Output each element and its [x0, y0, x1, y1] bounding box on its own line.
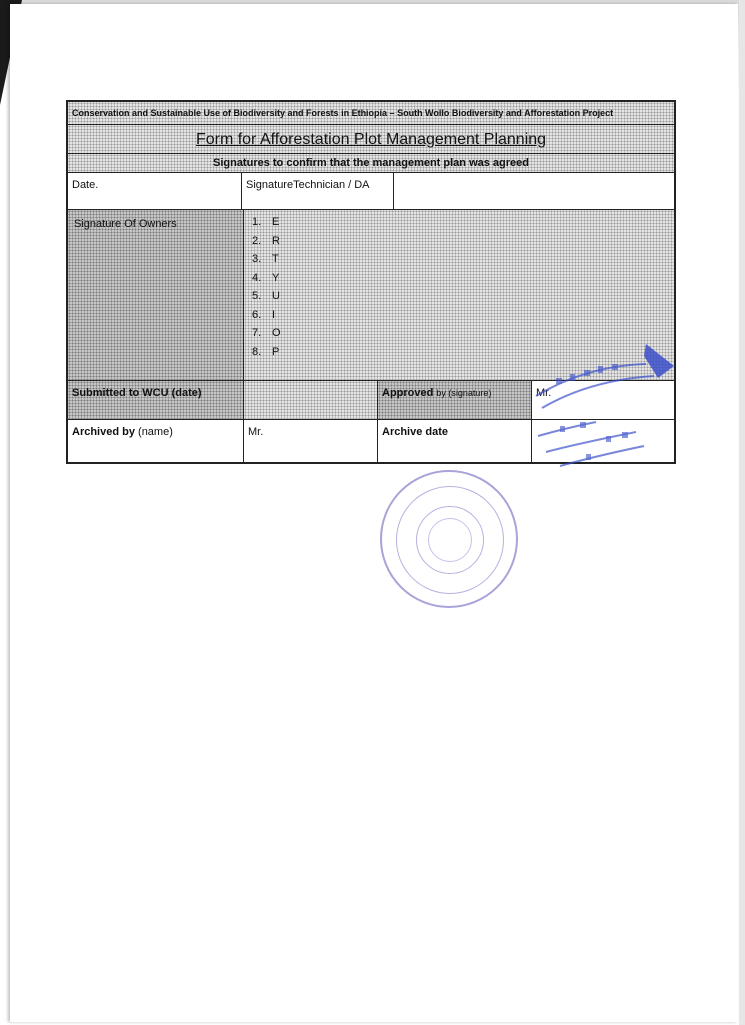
signatures-heading: Signatures to confirm that the management plan was agreed — [212, 157, 529, 169]
owner-item: 6. I — [252, 308, 276, 321]
owners-label-cell — [68, 210, 244, 380]
archived-label-cell — [68, 420, 244, 462]
approved-value: Mr. — [536, 387, 552, 399]
owner-item: 5. U — [252, 290, 280, 302]
technician-signature-field[interactable] — [394, 173, 674, 209]
date-label: Date. — [72, 179, 99, 191]
date-cell[interactable] — [68, 173, 242, 209]
owner-item: 2. R — [252, 234, 280, 247]
project-header — [68, 102, 674, 125]
owner-item: 8. P — [252, 345, 280, 358]
date-row — [68, 173, 674, 210]
office-stamp — [526, 336, 676, 476]
submitted-label: Submitted to WCU (date) — [72, 387, 202, 399]
signatures-heading-row — [68, 154, 674, 173]
owner-item: 3. T — [252, 253, 279, 265]
submitted-label-cell — [68, 381, 244, 419]
archived-value: Mr. — [248, 426, 264, 438]
scan-edge — [739, 0, 745, 1025]
archive-date-label-cell — [378, 420, 532, 462]
approved-label-cell — [378, 381, 532, 419]
form-title: Form for Afforestation Plot Management Planning — [195, 131, 547, 148]
owner-item: 7. O — [252, 327, 281, 339]
form-title-row — [68, 125, 674, 154]
project-header-text: Conservation and Sustainable Use of Biodiversity and Forests in Ethiopia – South Wollo Biodiversity and Afforestation Project — [72, 108, 614, 118]
owner-item: 1. E — [252, 216, 280, 228]
submitted-date-field[interactable] — [244, 381, 378, 419]
archived-label: Archived by — [72, 426, 135, 438]
archived-name-hint: (name) — [138, 426, 173, 438]
round-seal — [380, 470, 518, 608]
archived-name-field[interactable] — [244, 420, 378, 462]
archive-date-label: Archive date — [382, 426, 449, 438]
technician-signature-cell[interactable] — [242, 173, 394, 209]
approved-label: Approved — [382, 387, 434, 399]
owner-item: 4. Y — [252, 271, 280, 284]
owners-label: Signature Of Owners — [74, 218, 177, 230]
seal-ring — [428, 518, 472, 562]
technician-signature-label: SignatureTechnician / DA — [246, 179, 370, 191]
approved-by-label: by (signature) — [436, 388, 492, 398]
